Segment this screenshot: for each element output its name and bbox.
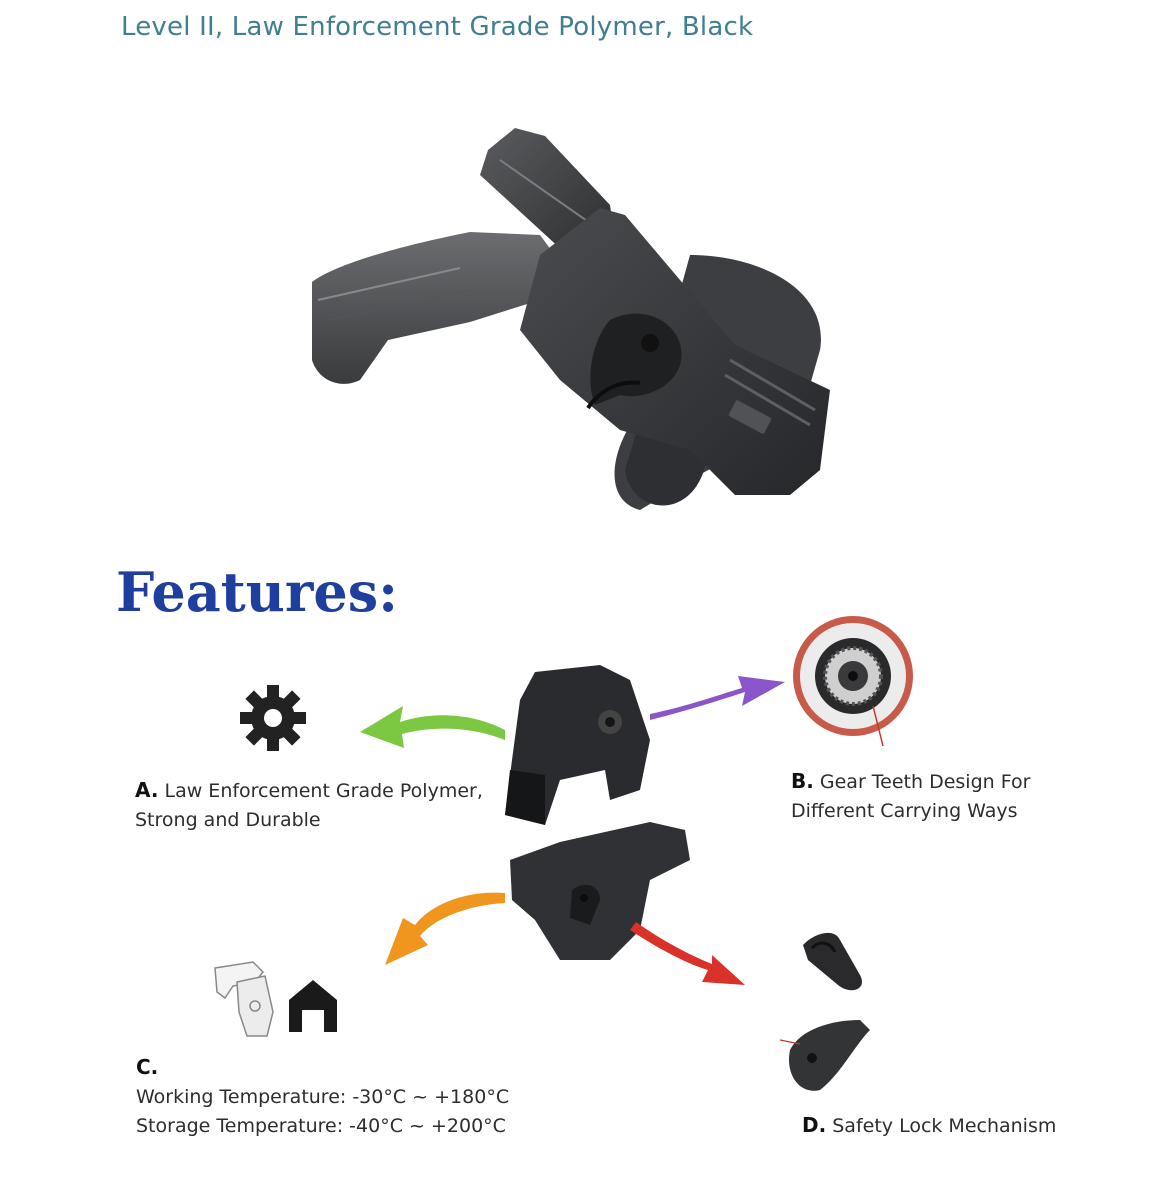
feature-d-line1: Safety Lock Mechanism [832,1115,1057,1137]
holster-outline-icon [215,962,273,1036]
green-arrow [360,706,505,748]
safety-lock-parts-photo [780,933,870,1091]
feature-d [802,1111,1056,1141]
gear-icon [240,685,306,751]
holster-front-view [505,665,650,825]
feature-c-line2: Storage Temperature: -40°C ~ +200°C [136,1115,506,1137]
feature-a-line2: Strong and Durable [135,809,321,831]
house-icon [289,980,337,1032]
purple-arrow [650,676,785,720]
feature-b [791,767,1030,826]
orange-arrow [385,893,505,965]
feature-b-letter: B. [791,769,814,793]
gear-teeth-photo [793,616,913,746]
feature-a-letter: A. [135,778,159,802]
feature-a-line1: Law Enforcement Grade Polymer, [164,780,483,802]
feature-b-line2: Different Carrying Ways [791,800,1018,822]
feature-c-line1: Working Temperature: -30°C ~ +180°C [136,1086,510,1108]
feature-d-letter: D. [802,1113,827,1137]
red-arrow [630,922,745,985]
holster-side-view [510,822,690,960]
feature-c-letter: C. [136,1055,159,1079]
feature-b-line1: Gear Teeth Design For [819,771,1031,793]
page-subtitle: Level II, Law Enforcement Grade Polymer, Black [121,12,754,42]
feature-c [136,1053,509,1141]
feature-a [135,776,483,835]
features-heading: Features: [116,560,399,624]
